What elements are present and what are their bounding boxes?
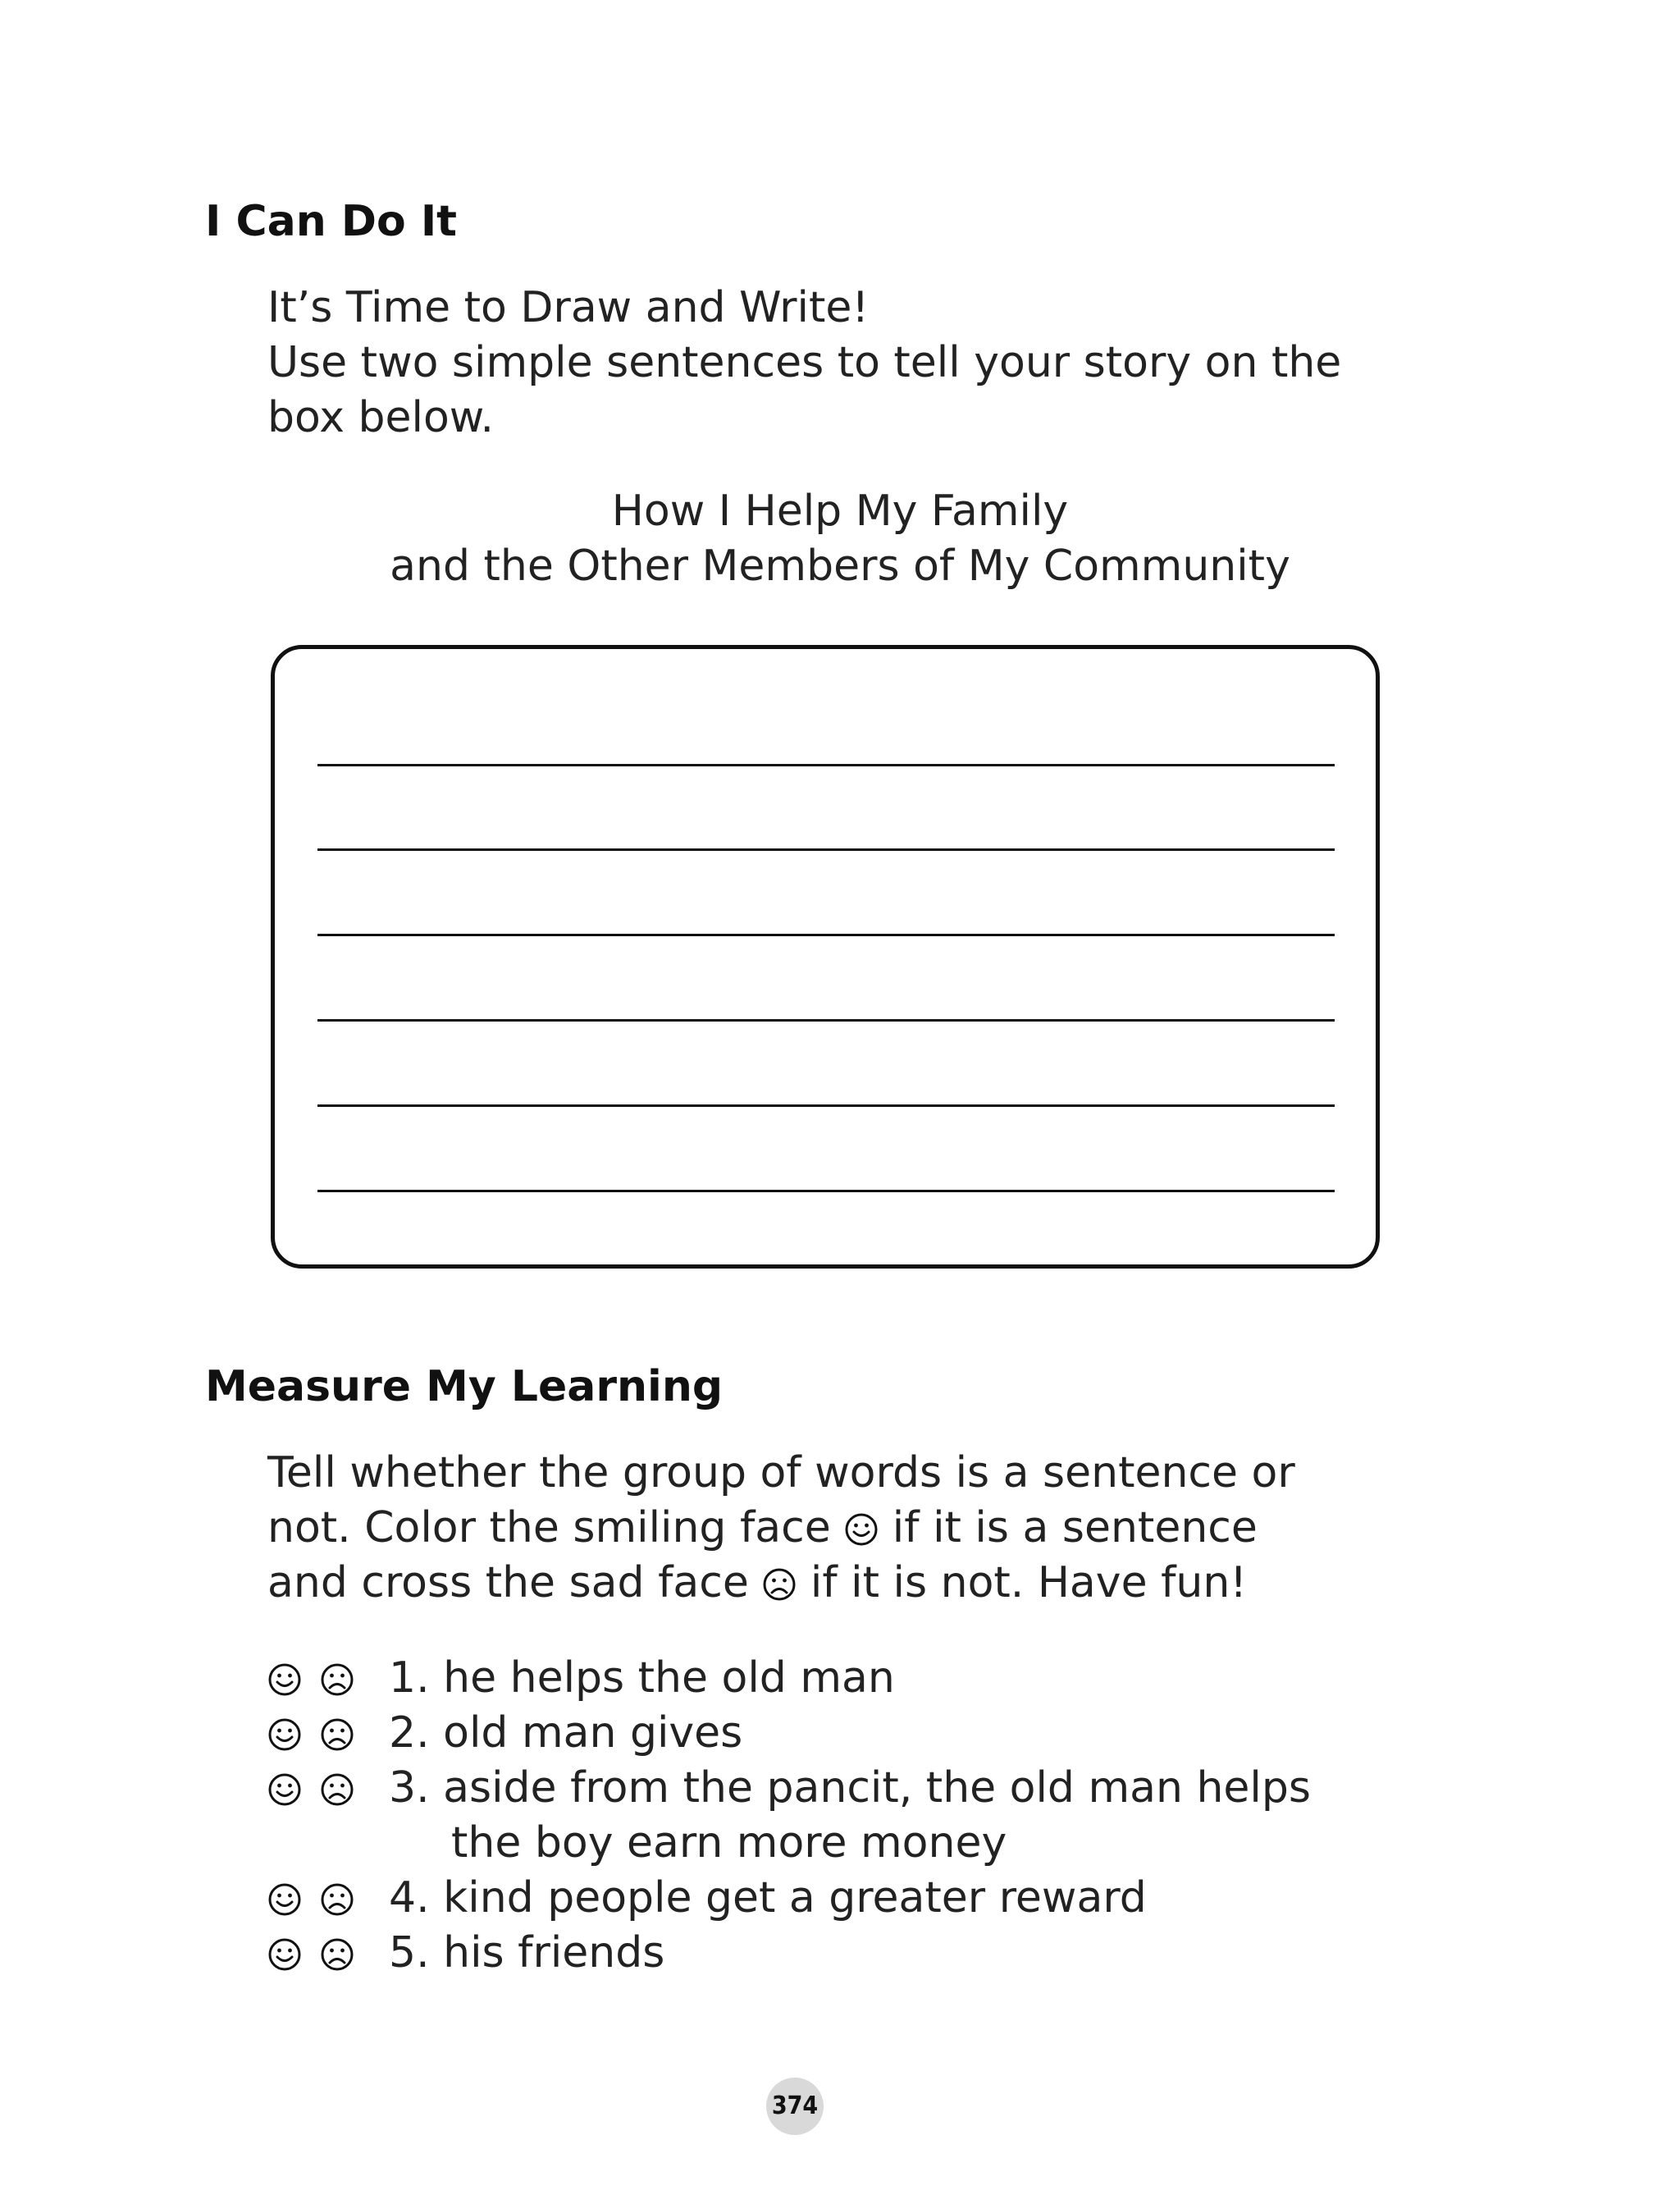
writing-line[interactable] [317,848,1335,851]
item-text-continuation: the boy earn more money [451,1818,1007,1868]
story-title-line: How I Help My Family [611,487,1069,536]
writing-line[interactable] [317,1019,1335,1022]
smiling-face-icon[interactable] [267,1717,302,1752]
writing-line[interactable] [317,934,1335,936]
instruction-line: box below. [267,393,495,442]
smiling-face-icon[interactable] [267,1937,302,1972]
item-text: 5. his friends [389,1928,665,1977]
instruction-line [267,1501,1449,1556]
story-title-line: and the Other Members of My Community [390,542,1290,591]
story-box-title [0,484,1680,594]
measure-instructions [267,1446,1449,1611]
smiling-face-icon[interactable] [267,1662,302,1697]
item-text: 3. aside from the pancit, the old man helps [389,1763,1311,1813]
instruction-line [267,1556,1449,1611]
writing-line[interactable] [317,764,1335,766]
instruction-line: Tell whether the group of words is a sentence or [267,1448,1295,1497]
section-heading-i-can-do-it: I Can Do It [205,197,458,246]
list-item [267,1761,1498,1871]
instruction-line: It’s Time to Draw and Write! [267,283,870,332]
instruction-text: not. Color the smiling face [267,1503,831,1552]
writing-line[interactable] [317,1104,1335,1107]
draw-write-instructions [267,281,1449,446]
sentence-item-list [267,1651,1498,1981]
list-item [267,1651,1498,1706]
item-text: 4. kind people get a greater reward [389,1873,1147,1923]
section-heading-measure-my-learning: Measure My Learning [205,1362,724,1411]
instruction-text: and cross the sad face [267,1558,749,1607]
sad-face-icon[interactable] [320,1662,354,1697]
sad-face-icon[interactable] [320,1937,354,1972]
writing-box[interactable] [271,645,1380,1269]
list-item [267,1871,1498,1926]
sad-face-icon[interactable] [320,1717,354,1752]
sad-face-icon[interactable] [320,1882,354,1917]
smiling-face-icon[interactable] [267,1772,302,1807]
instruction-text: if it is not. Have fun! [810,1558,1248,1607]
instruction-line: Use two simple sentences to tell your story on the [267,338,1342,387]
sad-face-icon[interactable] [320,1772,354,1807]
item-text: 1. he helps the old man [389,1653,895,1703]
page-number: 374 [766,2078,824,2135]
item-text: 2. old man gives [389,1708,743,1758]
instruction-text: if it is a sentence [892,1503,1258,1552]
list-item [267,1706,1498,1761]
writing-line[interactable] [317,1190,1335,1192]
sad-face-icon [762,1567,797,1602]
smiling-face-icon[interactable] [267,1882,302,1917]
list-item [267,1926,1498,1981]
smiling-face-icon [844,1512,879,1547]
